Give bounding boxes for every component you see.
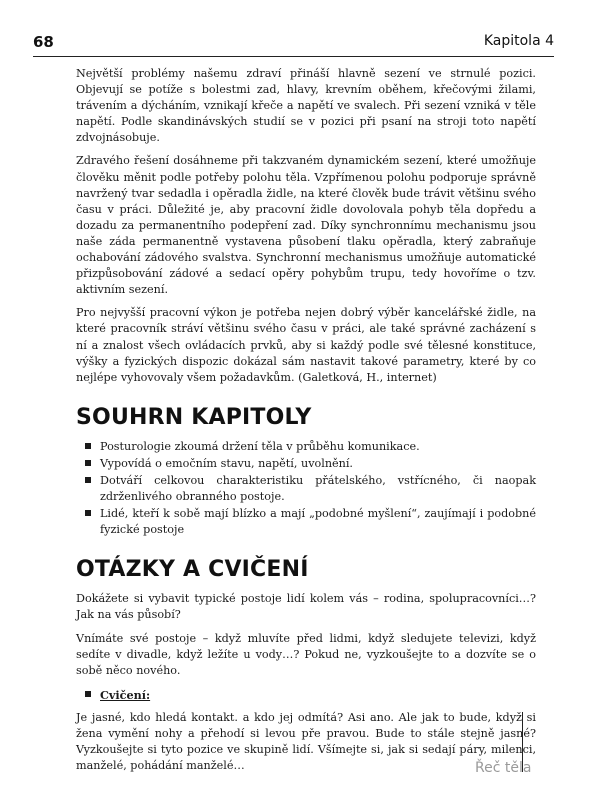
intro-paragraph-2: Zdravého řešení dosáhneme při takzvaném dynamickém sezení, které umožňuje člověku měnit podle potřeby polohu těla. Vzpřímenou polohu podporuje správně navržený tvar sedadla i opěradla židle, na které člověk bude trávit většinu svého času v práci. Důležité je, aby pracovní židle dovolovala pohyb těla dopředu a dozadu za permanentního podepření zad. Díky synchronnímu mechanismu jsou naše záda permanentně vystavena působení tlaku opěradla, který zabraňuje ochabování zádového svalstva. Synchronní mechanismus umožňuje automatické přizpůsobování zádové a sedací opěry pohybům trupu, tedy hovoříme o tzv. aktivním sezení.	[76, 154, 536, 297]
intro-paragraph-3: Pro nejvyšší pracovní výkon je potřeba nejen dobrý výběr kancelářské židle, na které pracovník stráví většinu svého času v práci, ale také správné zacházení s ní a znalost všech ovládacích prvků, aby si každý podle své tělesné konstituce, výšky a fyzických dispozic dokázal sám nastavit takové parametry, které by co nejlépe vyhovovaly všem požadavkům. (Galetková, H., internet)	[76, 306, 536, 384]
exercise-label-text: Cvičení:	[100, 687, 151, 702]
exercise-label	[76, 687, 536, 703]
exercise-paragraph: Je jasné, kdo hledá kontakt. a kdo jej odmítá? Asi ano. Ale jak to bude, když si žena vymění nohy a přehodí si levou pře pravou. Bude to stále stejně jasné? Vyzkoušejte si tyto pozice ve skupině lidí. Všímejte si, jak si sedají páry, milenci, manželé, pohádání manželé…	[76, 710, 536, 773]
summary-item-text: Dotváří celkovou charakteristiku přátelského, vstřícného, či naopak zdrženlivého obranného postoje.	[100, 473, 536, 504]
square-bullet-icon	[85, 443, 91, 449]
square-bullet-icon	[85, 691, 91, 697]
page-number: 68	[33, 33, 54, 51]
summary-item	[76, 456, 536, 472]
square-bullet-icon	[85, 477, 91, 483]
summary-item	[76, 473, 536, 505]
page-content	[76, 66, 536, 781]
header-rule	[33, 56, 554, 57]
summary-item-text: Lidé, kteří k sobě mají blízko a mají „podobné myšlení“, zaujímají i podobné fyzické postoje	[100, 507, 536, 537]
questions-heading: OTÁZKY A CVIČENÍ	[76, 557, 309, 583]
summary-item	[76, 506, 536, 538]
summary-item-text: Vypovídá o emočním stavu, napětí, uvolnění.	[100, 456, 353, 470]
book-title: Řeč těla	[475, 760, 532, 776]
summary-item	[76, 439, 536, 455]
intro-paragraph-1: Největší problémy našemu zdraví přináší hlavně sezení ve strnulé pozici. Objevují se potíže s bolestmi zad, hlavy, krevním oběhem, křečovými žilami, trávením a dýcháním, vznikají křeče a napětí ve svalech. Při sezení vzniká v těle napětí. Podle skandinávských studií se v pozici při psaní na stroji toto napětí zdvojnásobuje.	[76, 67, 536, 145]
summary-heading: SOUHRN KAPITOLY	[76, 404, 312, 430]
square-bullet-icon	[85, 510, 91, 516]
chapter-label: Kapitola 4	[483, 33, 554, 49]
square-bullet-icon	[85, 460, 91, 466]
summary-item-text: Posturologie zkoumá držení těla v průběhu komunikace.	[100, 439, 420, 453]
questions-paragraph-2: Vnímáte své postoje – když mluvíte před lidmi, když sledujete televizi, když sedíte v divadle, když ležíte u vody…? Pokud ne, vyzkoušejte to a dozvíte se o sobě něco nového.	[76, 631, 536, 677]
summary-list	[76, 439, 536, 539]
questions-paragraph-1: Dokážete si vybavit typické postoje lidí kolem vás – rodina, spolupracovníci…? Jak na vás působí?	[76, 592, 536, 622]
